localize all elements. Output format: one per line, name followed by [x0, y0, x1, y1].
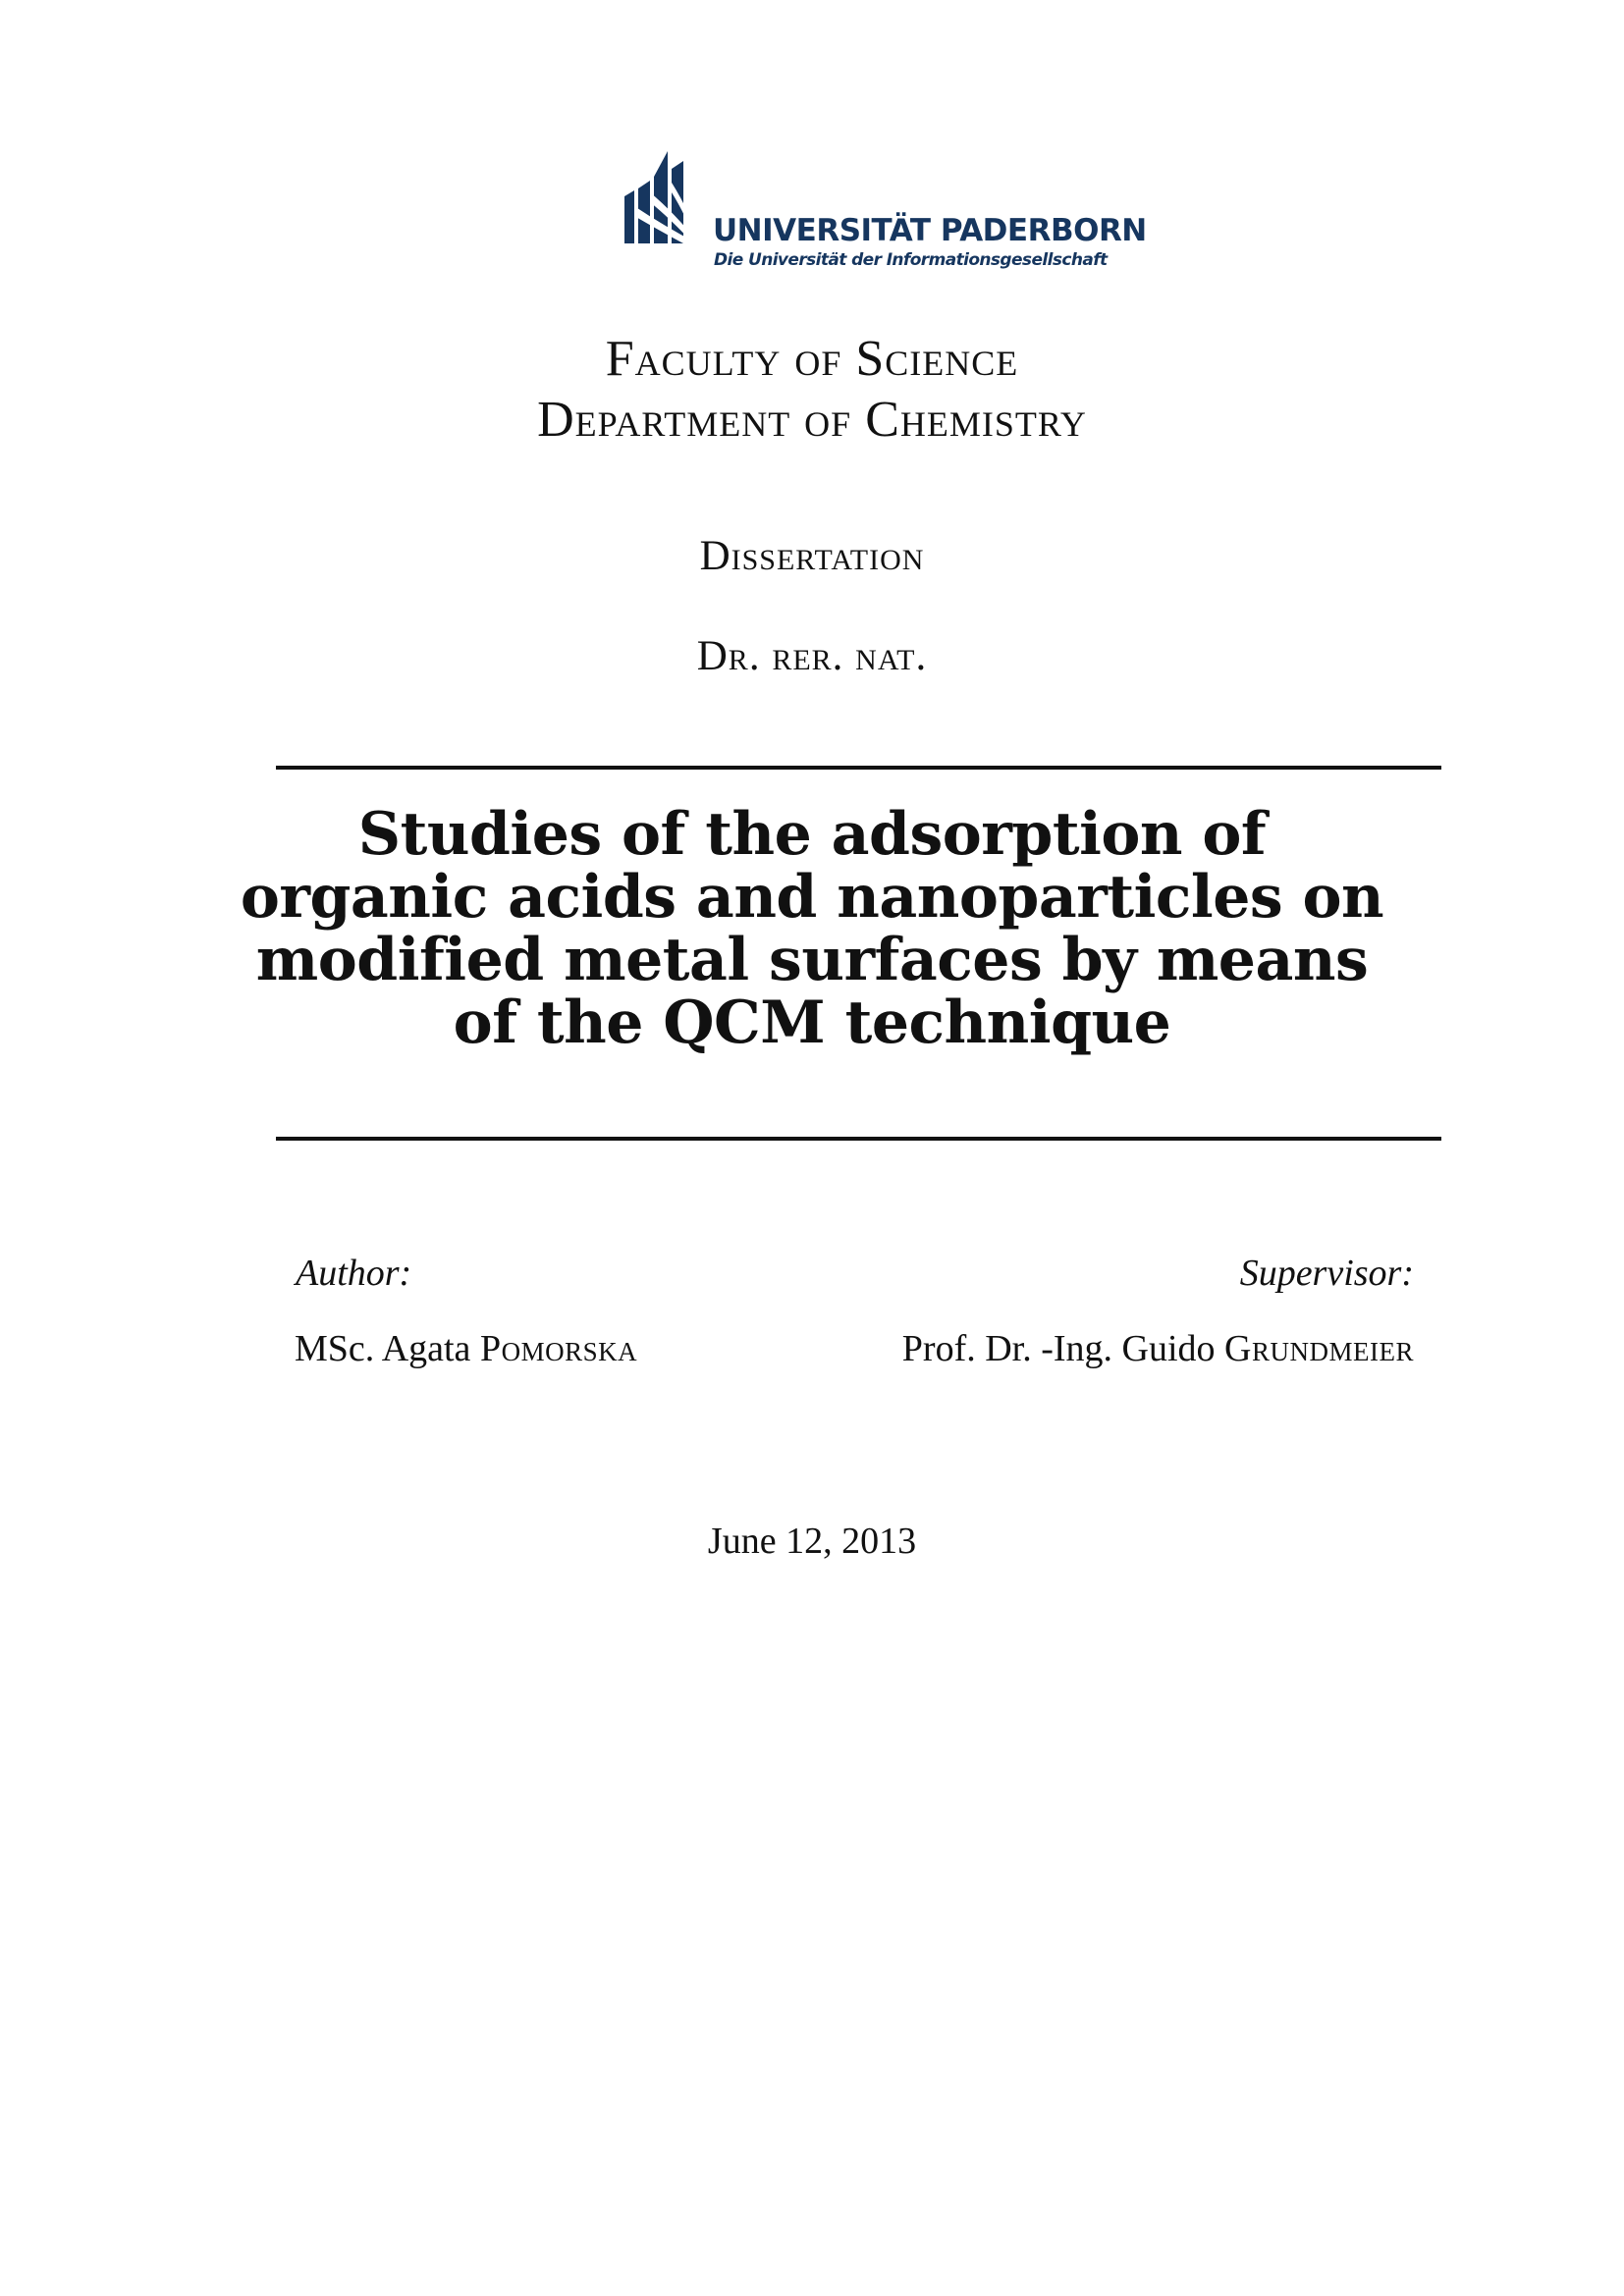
- title-line: organic acids and nanoparticles on: [240, 863, 1384, 932]
- author-name: [295, 1327, 637, 1370]
- title-line: of the QCM technique: [453, 988, 1171, 1057]
- dissertation-title: [216, 800, 1408, 1057]
- faculty-heading: Faculty of Science: [605, 331, 1019, 387]
- supervisor-prefix: Prof. Dr. -Ing. Guido: [901, 1328, 1216, 1369]
- supervisor-name: [902, 1327, 1414, 1370]
- title-line: Studies of the adsorption of: [357, 800, 1267, 869]
- title-line: modified metal surfaces by means: [255, 926, 1369, 994]
- university-logo: [624, 147, 1147, 275]
- author-label: Author:: [296, 1253, 412, 1294]
- university-name: UNIVERSITÄT PADERBORN: [713, 213, 1147, 248]
- title-bottom-rule: [276, 1137, 1441, 1141]
- submission-date: June 12, 2013: [707, 1521, 917, 1562]
- author-surname: Pomorska: [479, 1328, 638, 1369]
- author-prefix: MSc. Agata: [295, 1328, 471, 1369]
- degree-label: Dr. rer. nat.: [696, 633, 928, 679]
- title-top-rule: [276, 766, 1441, 770]
- supervisor-label: Supervisor:: [1239, 1253, 1414, 1294]
- university-building-icon: [624, 147, 703, 245]
- university-tagline: Die Universität der Informationsgesellschaft: [714, 250, 1108, 270]
- supervisor-surname: Grundmeier: [1224, 1328, 1414, 1369]
- department-heading: Department of Chemistry: [537, 392, 1087, 448]
- document-type: Dissertation: [699, 533, 925, 579]
